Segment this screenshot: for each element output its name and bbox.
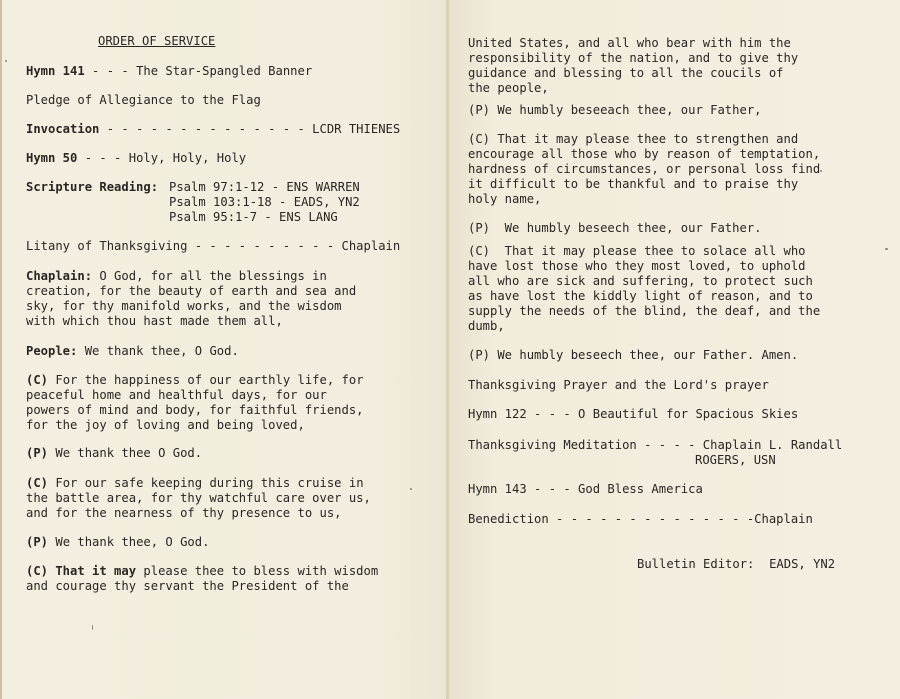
- congregation-1-line-1: [26, 373, 364, 388]
- congregation-5-line-4: as have lost the kiddly light of reason, and to: [468, 289, 813, 303]
- hymn-50-label: Hymn 50: [26, 151, 78, 165]
- people-response-3: (P) We humbly beseeach thee, our Father,: [468, 103, 762, 117]
- hymn-141-title: - - - The Star-Spangled Banner: [84, 64, 313, 78]
- order-of-service-heading: ORDER OF SERVICE: [98, 34, 216, 48]
- hymn-50-title: - - - Holy, Holy, Holy: [77, 151, 247, 165]
- invocation-leader: - - - - - - - - - - - - - - LCDR THIENES: [99, 122, 401, 136]
- hymn-141-line: [26, 64, 312, 79]
- congregation-3-line-2: and courage thy servant the President of the: [26, 579, 349, 593]
- right-line-3: guidance and blessing to all the coucils of: [468, 66, 784, 80]
- litany-line: Litany of Thanksgiving - - - - - - - - - - Chaplain: [26, 239, 401, 253]
- prayer-line: Thanksgiving Prayer and the Lord's prayer: [468, 378, 769, 392]
- congregation-1-line-2: peaceful home and healthful days, for our: [26, 388, 327, 402]
- people-response-5: (P) We humbly beseech thee, our Father. Amen.: [468, 348, 799, 362]
- people-response-1-label: (P): [26, 446, 49, 460]
- paper-speck: [885, 248, 888, 250]
- congregation-4-line-5: holy name,: [468, 192, 542, 206]
- right-line-1: United States, and all who bear with him the: [468, 36, 791, 50]
- paper-speck: [5, 60, 7, 62]
- chaplain-line-4: with which thou hast made them all,: [26, 314, 283, 328]
- chaplain-line-1: [26, 269, 327, 284]
- people-response-4: (P) We humbly beseech thee, our Father.: [468, 221, 762, 235]
- congregation-1-line-4: for the joy of loving and being loved,: [26, 418, 305, 432]
- hymn-143-line: Hymn 143 - - - God Bless America: [468, 482, 703, 496]
- congregation-3-text-1: please thee to bless with wisdom: [136, 564, 379, 578]
- people-response: [26, 344, 239, 359]
- people-label: People:: [26, 344, 78, 358]
- hymn-122-line: Hymn 122 - - - O Beautiful for Spacious Skies: [468, 407, 799, 421]
- scripture-reading-3: Psalm 95:1-7 - ENS LANG: [169, 210, 338, 224]
- scripture-label: Scripture Reading:: [26, 180, 159, 194]
- congregation-5-line-5: supply the needs of the blind, the deaf, and the: [468, 304, 821, 318]
- paper-speck: [92, 625, 93, 630]
- chaplain-line-3: sky, for thy manifold works, and the wisdom: [26, 299, 342, 313]
- congregation-2-text-1: For our safe keeping during this cruise in: [48, 476, 364, 490]
- congregation-5-line-6: dumb,: [468, 319, 505, 333]
- invocation-label: Invocation: [26, 122, 100, 136]
- right-line-2: responsibility of the nation, and to give thy: [468, 51, 799, 65]
- congregation-1-line-3: powers of mind and body, for faithful friends,: [26, 403, 364, 417]
- chaplain-label: Chaplain:: [26, 269, 93, 283]
- people-text: We thank thee, O God.: [77, 344, 239, 358]
- chaplain-text-1: O God, for all the blessings in: [92, 269, 327, 283]
- congregation-4-line-3: hardness of circumstances, or personal loss find: [468, 162, 821, 176]
- left-edge: [0, 0, 2, 699]
- congregation-5-line-1: (C) That it may please thee to solace all who: [468, 244, 806, 258]
- hymn-50-line: [26, 151, 246, 166]
- congregation-4-line-2: encourage all those who by reason of temptation,: [468, 147, 821, 161]
- right-line-4: the people,: [468, 81, 549, 95]
- congregation-4-line-1: (C) That it may please thee to strengthen and: [468, 132, 799, 146]
- paper-speck: [410, 488, 412, 490]
- congregation-5-line-2: have lost those who they most loved, to uphold: [468, 259, 806, 273]
- people-response-1-text: We thank thee O God.: [48, 446, 203, 460]
- scripture-reading-1: Psalm 97:1-12 - ENS WARREN: [169, 180, 360, 194]
- meditation-line-1: Thanksgiving Meditation - - - - Chaplain L. Randall: [468, 438, 843, 452]
- meditation-line-2: ROGERS, USN: [695, 453, 776, 467]
- scripture-reading-2: Psalm 103:1-18 - EADS, YN2: [169, 195, 360, 209]
- people-response-2-text: We thank thee, O God.: [48, 535, 210, 549]
- paper-speck: [820, 170, 822, 172]
- congregation-5-line-3: all who are sick and suffering, to protect such: [468, 274, 813, 288]
- chaplain-line-2: creation, for the beauty of earth and sea and: [26, 284, 357, 298]
- center-fold: [446, 0, 449, 699]
- bulletin-editor-line: Bulletin Editor: EADS, YN2: [637, 557, 836, 571]
- hymn-141-label: Hymn 141: [26, 64, 85, 78]
- congregation-2-line-1: [26, 476, 364, 491]
- congregation-2-line-2: the battle area, for thy watchful care over us,: [26, 491, 371, 505]
- people-response-1: [26, 446, 202, 461]
- congregation-1-label: (C): [26, 373, 49, 387]
- benediction-line: Benediction - - - - - - - - - - - - - -Chaplain: [468, 512, 813, 526]
- congregation-3-line-1: [26, 564, 378, 579]
- congregation-3-label: (C) That it may: [26, 564, 137, 578]
- invocation-line: [26, 122, 400, 137]
- congregation-1-text-1: For the happiness of our earthly life, for: [48, 373, 364, 387]
- pledge-line: Pledge of Allegiance to the Flag: [26, 93, 261, 107]
- congregation-2-line-3: and for the nearness of thy presence to us,: [26, 506, 342, 520]
- congregation-4-line-4: it difficult to be thankful and to praise thy: [468, 177, 799, 191]
- people-response-2-label: (P): [26, 535, 49, 549]
- people-response-2: [26, 535, 209, 550]
- congregation-2-label: (C): [26, 476, 49, 490]
